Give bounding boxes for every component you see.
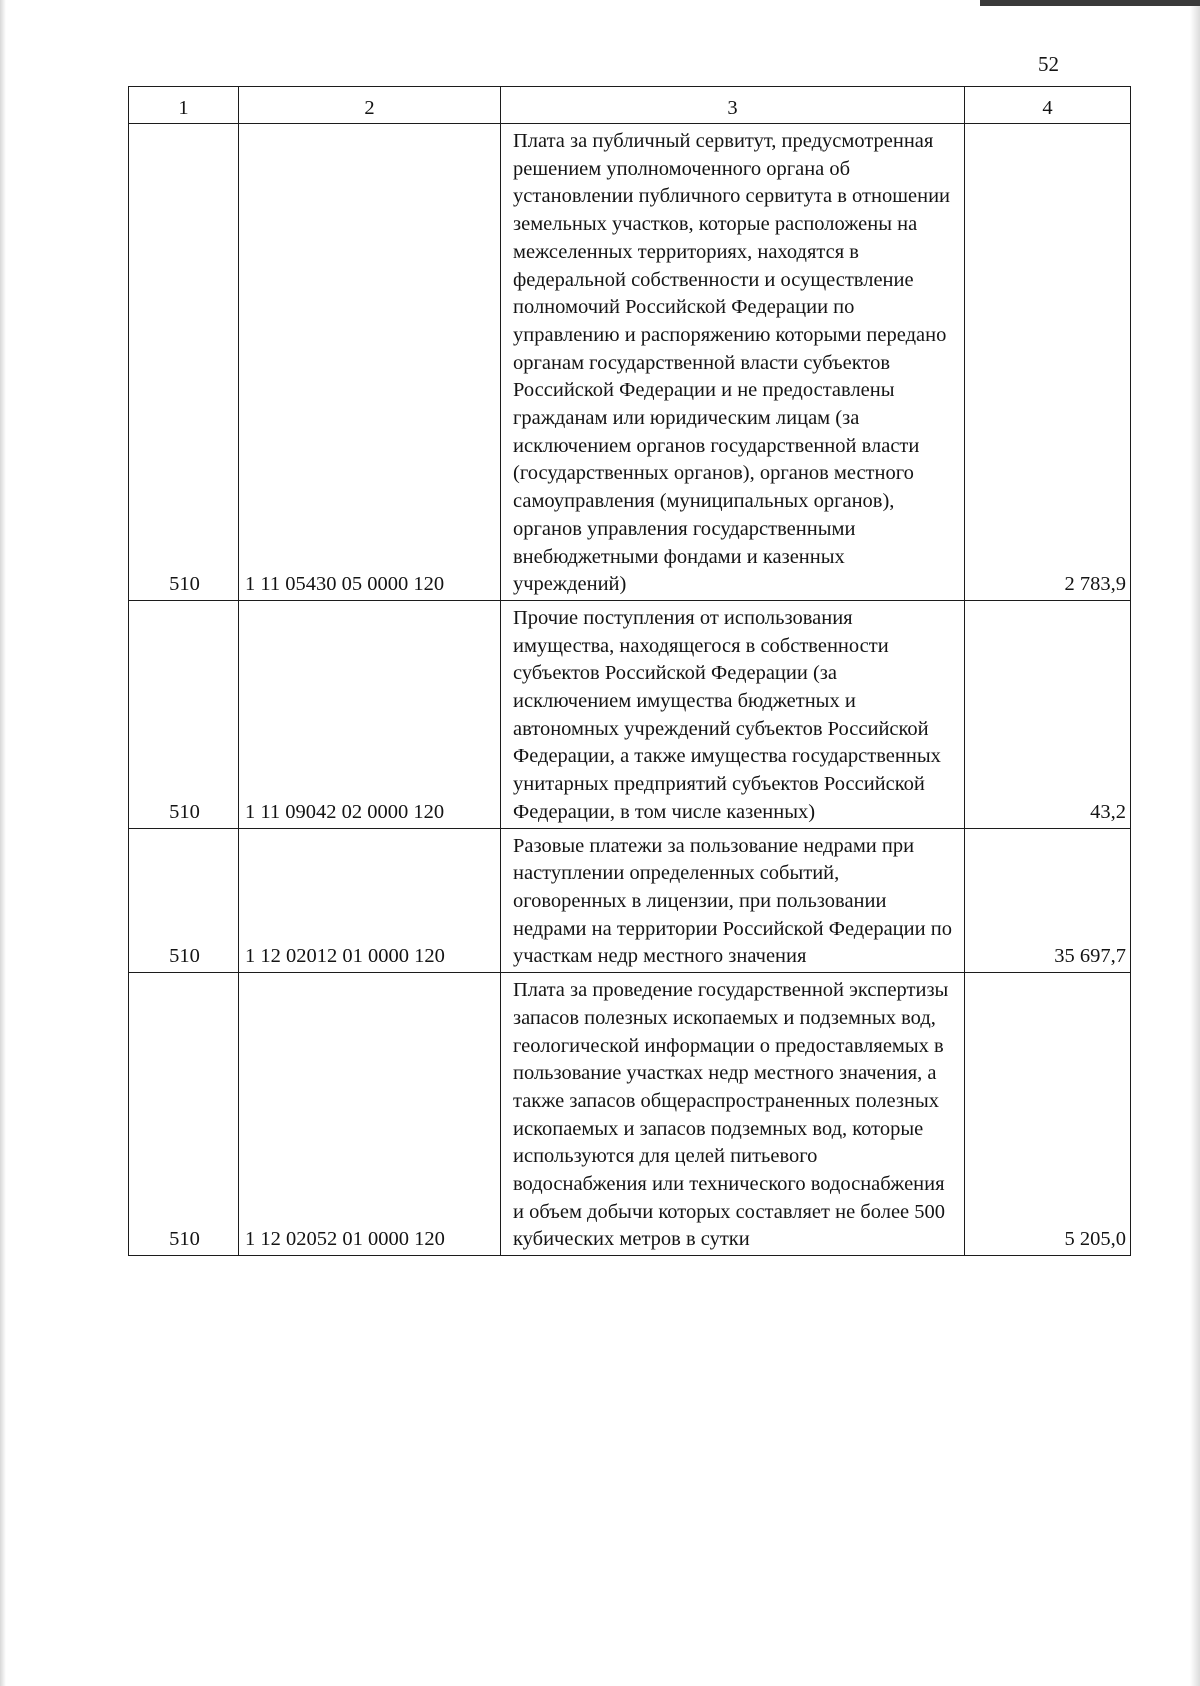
table-body [129,124,1131,1256]
amount-cell: 43,2 [965,600,1131,828]
revenue-name-cell: Разовые платежи за пользование недрами при наступлении определенных событий, оговоренных в лицензии, при пользовании недрами на территории Российской Федерации по участкам недр местного значения [501,828,965,973]
header-col-2: 2 [239,87,501,124]
admin-code-cell: 510 [129,600,239,828]
page-number: 52 [1038,52,1059,76]
header-col-1: 1 [129,87,239,124]
table-header [129,87,1131,124]
scan-edge-left [0,0,6,1686]
budget-code-cell: 1 11 09042 02 0000 120 [239,600,501,828]
admin-code-cell: 510 [129,828,239,973]
header-col-4: 4 [965,87,1131,124]
amount-cell: 35 697,7 [965,828,1131,973]
header-row [129,87,1131,124]
header-col-3: 3 [501,87,965,124]
budget-code-cell: 1 11 05430 05 0000 120 [239,124,501,601]
admin-code-cell: 510 [129,973,239,1256]
revenue-name-cell: Прочие поступления от использования имущества, находящегося в собственности субъектов Российской Федерации (за исключением имущества бюджетных и автономных учреждений субъектов Российской Федерации, а также имущества государственных унитарных предприятий субъектов Российской Федерации, в том числе казенных) [501,600,965,828]
scan-edge-right [1190,0,1200,1686]
amount-cell: 5 205,0 [965,973,1131,1256]
admin-code-cell: 510 [129,124,239,601]
table-row [129,973,1131,1256]
table-row [129,124,1131,601]
amount-cell: 2 783,9 [965,124,1131,601]
budget-code-cell: 1 12 02052 01 0000 120 [239,973,501,1256]
budget-code-cell: 1 12 02012 01 0000 120 [239,828,501,973]
table-row [129,828,1131,973]
table-row [129,600,1131,828]
revenue-name-cell: Плата за публичный сервитут, предусмотренная решением уполномоченного органа об установлении публичного сервитута в отношении земельных участков, которые расположены на межселенных территориях, находятся в федеральной собственности и осуществление полномочий Российской Федерации по управлению и распоряжению которыми передано органам государственной власти субъектов Российской Федерации и не предоставлены гражданам или юридическим лицам (за исключением органов государственной власти (государственных органов), органов местного самоуправления (муниципальных органов), органов управления государственными внебюджетными фондами и казенных учреждений) [501,124,965,601]
revenue-name-cell: Плата за проведение государственной экспертизы запасов полезных ископаемых и подземных вод, геологической информации о предоставляемых в пользование участках недр местного значения, а также запасов общераспространенных полезных ископаемых и запасов подземных вод, которые используются для целей питьевого водоснабжения или технического водоснабжения и объем добычи которых составляет не более 500 кубических метров в сутки [501,973,965,1256]
scan-edge-top [980,0,1200,6]
revenue-table [128,86,1131,1256]
